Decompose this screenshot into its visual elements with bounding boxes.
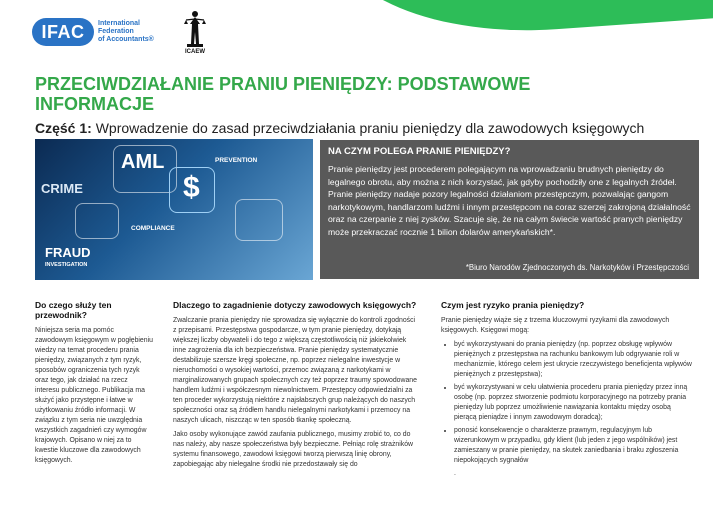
risk-list — [441, 340, 693, 466]
page-subtitle — [35, 120, 644, 136]
purpose-body: Niniejsza seria ma pomóc zawodowym księgowym w pogłębieniu wiedzy na temat procederu prania pieniędzy, związanych z tym ryzyk, sposobów ograniczenia tych ryzyk oraz tego, jak działać na rzecz interesu publicznego. Publikacja ma służyć jako przystępne i łatwe w użytkowaniu źródło informacji. W związku z tym seria nie uwzględnia wszystkich zagadnień czy wymogów krajowych. Opisano w niej za to kwestie kluczowe dla zawodowych księgowych. — [35, 327, 153, 464]
relevance-paragraph: Jako osoby wykonujące zawód zaufania publicznego, musimy zrobić to, co do nas należy, aby nasze społeczeństwa były bezpieczne. Pełniąc rolę strażników systemu finansowego, zawodowi księgowi tworzą pierwszą linię obrony, zapobiegając aby nielegalne środki nie przedostawały się do — [173, 431, 414, 468]
list-item: • być wykorzystywani w celu ułatwienia procederu prania pieniędzy przez inną osobę (np. poprzez stworzenie podmiotu korporacyjnego na potrzeby prania pieniędzy lub poprzez umożliwienie nawiązania kontaktu między osobą pierącą pieniądze i innym zawodowym doradcą); — [454, 383, 693, 423]
hero-label-crime: CRIME — [41, 181, 83, 196]
risk-intro: Pranie pieniędzy wiąże się z trzema kluczowymi ryzykami dla zawodowych księgowych. Księgowi mogą: — [441, 317, 670, 334]
column-purpose — [35, 300, 153, 470]
subtitle-text: Wprowadzenie do zasad przeciwdziałania praniu pieniędzy dla zawodowych księgowych — [95, 120, 645, 136]
hex-decor-2 — [75, 203, 119, 239]
ifac-logo — [32, 18, 154, 46]
icaew-figure-icon — [183, 10, 207, 48]
column-relevance — [173, 300, 418, 474]
list-item: • być wykorzystywani do prania pieniędzy (np. poprzez obsługę wpływów pieniężnych z przestępstwa na rachunku bankowym lub odgrywanie roli w mechanizmie, którego celem jest ukrycie rzeczywistego beneficjenta wpływów pieniężnych z przestępstwa); — [454, 340, 693, 380]
hero-label-prevention: PREVENTION — [215, 157, 258, 164]
definition-body: Pranie pieniędzy jest procederem polegającym na wprowadzaniu brudnych pieniędzy do legalnego obrotu, aby można z nich korzystać, jak gdyby pochodziły one z legalnych źródeł. Pranie pieniędzy nadaje pozory legalności działaniom przestępczym, pozwalając gangom narkotykowym, handlarzom ludźmi i innym przestępcom na coraz szerzej zakrojoną działalność oraz na czerpanie z niej zysków. Szacuje się, że na całym świecie wartość pranych pieniędzy może przekraczać rocznie 1 bilion dolarów amerykańskich*. — [328, 164, 691, 237]
list-item: • ponosić konsekwencje o charakterze prawnym, regulacyjnym lub wizerunkowym w przypadku, gdy klient (lub jeden z jego wspólników) jest zamieszany w pranie pieniędzy, na skutek zaniedbania i braku zgłoszenia niepokojących sygnałów — [454, 426, 693, 466]
ifac-name: International Federation of Accountants® — [98, 20, 154, 43]
icaew-label: ICAEW — [185, 49, 205, 55]
page-title: PRZECIWDZIAŁANIE PRANIU PIENIĘDZY: PODSTAWOWE INFORMACJE — [35, 74, 531, 114]
risk-heading: Czym jest ryzyko prania pieniędzy? — [441, 300, 585, 310]
dollar-icon: $ — [183, 171, 200, 204]
risk-trailing: . — [454, 470, 456, 477]
hero-label-fraud: FRAUD — [45, 245, 91, 260]
hex-decor-1 — [235, 199, 283, 241]
hero-image — [35, 139, 313, 280]
hero-label-aml: AML — [121, 151, 165, 173]
relevance-heading: Dlaczego to zagadnienie dotyczy zawodowych księgowych? — [173, 300, 417, 310]
relevance-paragraph: Zwalczanie prania pieniędzy nie sprowadza się wyłącznie do kontroli zgodności z przepisami. Przestępstwa gospodarcze, w tym pranie pieniędzy, dotykają większej liczby obywateli i do tego z większą częstotliwością niż jakiekolwiek inne zagrożenia dla ich bezpieczeństwa. Pranie pieniędzy systematycznie destabilizuje szersze kręgi społeczne, np. poprzez nielegalne inwestycje w nieruchomości o wysokiej wartości, przemoc związaną z narkotykami w marginalizowanych grupach społecznych czy też poprzez traumy spowodowane handlem ludźmi i współczesnym niewolnictwem. Przestępcy odpowiedzialni za ten proceder wykorzystują niektóre z najsłabszych grup należących do naszych społeczności oraz są źródłem handlu nielegalnymi narkotykami i przemocy na naszych ulicach, niszcząc w ten sposób tkankę społeczną. — [173, 317, 417, 424]
column-risk — [441, 300, 693, 483]
subtitle-part: Część 1: — [35, 120, 92, 136]
hero-label-compliance: COMPLIANCE — [131, 225, 175, 232]
definition-title: NA CZYM POLEGA PRANIE PIENIĘDZY? — [328, 146, 511, 157]
decorative-green-wave — [329, 0, 713, 45]
definition-footnote: *Biuro Narodów Zjednoczonych ds. Narkotyków i Przestępczości — [465, 263, 689, 272]
definition-box — [320, 140, 699, 279]
ifac-badge: IFAC — [32, 18, 94, 46]
hero-label-investigation: INVESTIGATION — [45, 262, 88, 268]
icaew-logo — [178, 10, 212, 55]
purpose-heading: Do czego służy ten przewodnik? — [35, 300, 112, 320]
